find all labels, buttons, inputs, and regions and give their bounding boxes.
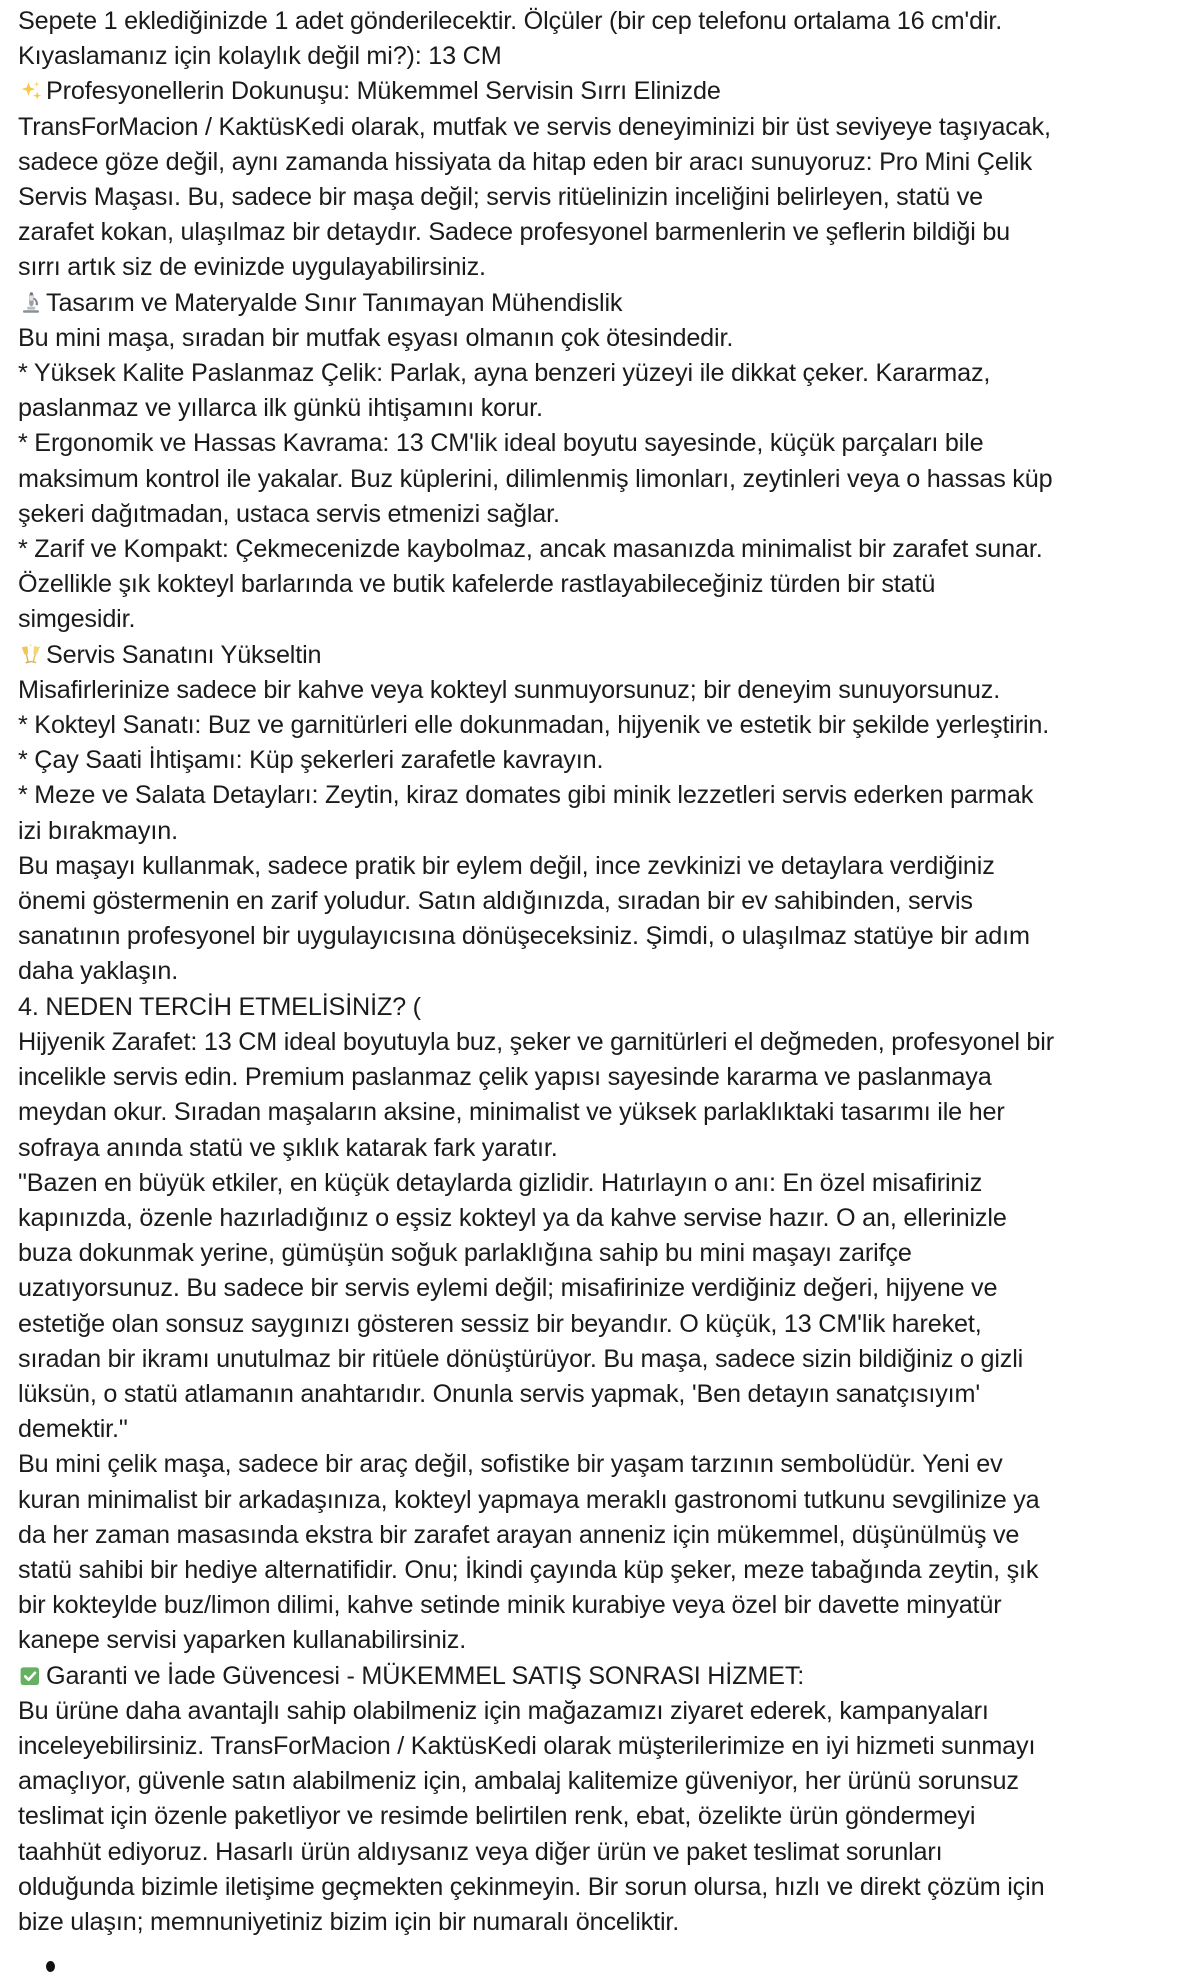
trailing-bullet-item [18, 1948, 1058, 1983]
usecase-item-tea: * Çay Saati İhtişamı: Küp şekerleri zarafetle kavrayın. [18, 746, 604, 775]
paragraph-warranty-heading-label: Garanti ve İade Güvencesi - MÜKEMMEL SATIŞ SONRASI HİZMET: [46, 1661, 805, 1690]
feature-item-ergonomic: * Ergonomik ve Hassas Kavrama: 13 CM'lik ideal boyutu sayesinde, küçük parçaları bile maksimum kontrol ile yakalar. Buz küplerini, dilimlenmiş limonları, zeytinleri veya o hassas küp şekeri dağıtmadan, ustaca servis etmenizi sağlar. [18, 429, 1053, 528]
paragraph-pro-touch-heading-label: Profesyonellerin Dokunuşu: Mükemmel Servisin Sırrı Elinizde [46, 77, 721, 106]
paragraph-engineering-heading-label: Tasarım ve Materyalde Sınır Tanımayan Mühendislik [46, 288, 623, 317]
clinking-glasses-icon [18, 642, 44, 666]
sparkles-icon [18, 78, 44, 102]
paragraph-spacer [18, 1940, 1058, 1948]
product-description-text [18, 4, 1058, 1983]
paragraph-service-art-heading-label: Servis Sanatını Yükseltin [46, 640, 322, 669]
paragraph-lifestyle-gift: Bu mini çelik maşa, sadece bir araç değil, sofistike bir yaşam tarzının sembolüdür. Yeni ev kuran minimalist bir arkadaşınıza, kokteyl yapmaya meraklı gastronomi tutkunu sevgilinize ya da her zaman masasında ekstra bir zarafet arayan anneniz için mükemmel, düşünülmüş ve statü sahibi bir hediye alternatifidir. Onu; İkindi çayında küp şeker, meze tabağında zeytin, şık bir kokteylde buz/limon dilimi, kahve setinde minik kurabiye veya özel bir davette minyatür kanepe servisi yaparken kullanabilirsiniz. [18, 1450, 1040, 1655]
white-check-mark-icon [18, 1663, 44, 1687]
section-heading-why-choose: 4. NEDEN TERCİH ETMELİSİNİZ? ( [18, 992, 421, 1021]
usecase-item-meze: * Meze ve Salata Detayları: Zeytin, kiraz domates gibi minik lezzetleri servis ederken parmak izi bırakmayın. [18, 781, 1034, 845]
paragraph-intro: Sepete 1 eklediğinizde 1 adet gönderilecektir. Ölçüler (bir cep telefonu ortalama 16 cm'dir. Kıyaslamanız için kolaylık değil mi?): 13 CM [18, 7, 1003, 71]
paragraph-hygienic-elegance: Hijyenik Zarafet: 13 CM ideal boyutuyla buz, şeker ve garnitürleri el değmeden, profesyonel bir incelikle servis edin. Premium paslanmaz çelik yapısı sayesinde kararma ve paslanmaya meydan okur. Sıradan maşaların aksine, minimalist ve yüksek parlaklıktaki tasarımı ile her sofraya anında statü ve şıklık katarak fark yaratır. [18, 1027, 1054, 1162]
bullet-point-icon [46, 1961, 55, 1972]
paragraph-service-art-heading [18, 638, 1058, 673]
paragraph-pro-touch-heading [18, 74, 1058, 109]
paragraph-service-art-body: Misafirlerinize sadece bir kahve veya kokteyl sunmuyorsunuz; bir deneyim sunuyorsunuz. [18, 675, 1001, 704]
feature-item-steel: * Yüksek Kalite Paslanmaz Çelik: Parlak, ayna benzeri yüzeyi ile dikkat çeker. Kararmaz, paslanmaz ve yıllarca ilk günkü ihtişamını korur. [18, 359, 991, 423]
paragraph-pro-touch-body: TransForMacion / KaktüsKedi olarak, mutfak ve servis deneyiminizi bir üst seviyeye taşıyacak, sadece göze değil, aynı zamanda hissiyata da hitap eden bir aracı sunuyoruz: Pro Mini Çelik Servis Maşası. Bu, sadece bir maşa değil; servis ritüelinizin inceliğini belirleyen, statü ve zarafet kokan, ulaşılmaz bir detaydır. Sadece profesyonel barmenlerin ve şeflerin bildiği bu sırrı artık siz de evinizde uygulayabilirsiniz. [18, 112, 1051, 282]
paragraph-engineering-body: Bu mini maşa, sıradan bir mutfak eşyası olmanın çok ötesindedir. [18, 323, 734, 352]
paragraph-closing-body: Bu maşayı kullanmak, sadece pratik bir eylem değil, ince zevkinizi ve detaylara verdiğiniz önemi göstermenin en zarif yoludur. Satın aldığınızda, sıradan bir ev sahibinden, servis sanatının profesyonel bir uygulayıcısına dönüşeceksiniz. Şimdi, o ulaşılmaz statüye bir adım daha yaklaşın. [18, 851, 1030, 986]
paragraph-warranty-heading [18, 1659, 1058, 1694]
paragraph-engineering-heading [18, 286, 1058, 321]
microscope-icon [18, 290, 44, 314]
paragraph-warranty-body: Bu ürüne daha avantajlı sahip olabilmeniz için mağazamızı ziyaret ederek, kampanyaları inceleyebilirsiniz. TransForMacion / KaktüsKedi olarak müşterilerimize en iyi hizmeti sunmayı amaçlıyor, güvenle satın alabilmeniz için, ambalaj kalitemize güveniyor, her ürünü sorunsuz teslimat için özenle paketliyor ve resimde belirtilen renk, ebat, özelikte ürün göndermeyi taahhüt ediyoruz. Hasarlı ürün aldıysanız veya diğer ürün ve paket teslimat sorunları olduğunda bizimle iletişime geçmekten çekinmeyin. Bir sorun olursa, hızlı ve direkt çözüm için bize ulaşın; memnuniyetiniz bizim için bir numaralı önceliktir. [18, 1696, 1045, 1936]
paragraph-quote-block: "Bazen en büyük etkiler, en küçük detaylarda gizlidir. Hatırlayın o anı: En özel misafiriniz kapınızda, özenle hazırladığınız o eşsiz kokteyl ya da kahve servise hazır. O an, ellerinizle buza dokunmak yerine, gümüşün soğuk parlaklığına sahip bu mini maşayı zarifçe uzatıyorsunuz. Bu sadece bir servis eylemi değil; misafirinize verdiğiniz değeri, hijyene ve estetiğe olan sonsuz saygınızı gösteren sessiz bir beyandır. O küçük, 13 CM'lik hareket, sıradan bir ikramı unutulmaz bir ritüele dönüştürüyor. Bu maşa, sadece sizin bildiğiniz o gizli lüksün, o statü atlamanın anahtarıdır. Onunla servis yapmak, 'Ben detayın sanatçısıyım' demektir." [18, 1168, 1024, 1444]
feature-item-compact: * Zarif ve Kompakt: Çekmecenizde kaybolmaz, ancak masanızda minimalist bir zarafet sunar. Özellikle şık kokteyl barlarında ve butik kafelerde rastlayabileceğiniz türden bir statü simgesidir. [18, 535, 1043, 634]
usecase-item-cocktail: * Kokteyl Sanatı: Buz ve garnitürleri elle dokunmadan, hijyenik ve estetik bir şekilde yerleştirin. [18, 711, 1050, 740]
